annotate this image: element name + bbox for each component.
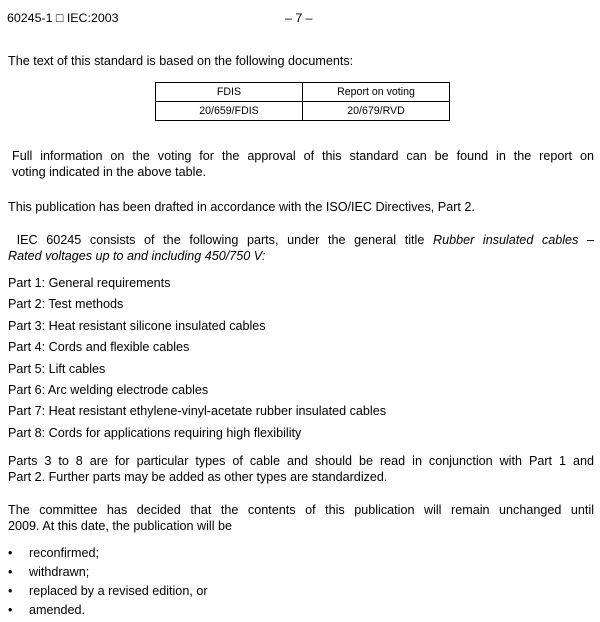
committee-paragraph — [8, 503, 594, 534]
table-row — [156, 102, 450, 121]
list-item: Part 5: Lift cables — [8, 361, 106, 376]
parts-list — [8, 276, 386, 447]
paragraph-line: Parts 3 to 8 are for particular types of cable and should be read in conjunction with Part 1 and — [8, 454, 594, 468]
general-title-part2: Rated voltages up to and including 450/750 V: — [8, 248, 266, 263]
outcome-bullet-list — [8, 546, 208, 622]
list-item: Part 1: General requirements — [8, 276, 171, 290]
table-header-report: Report on voting — [303, 83, 450, 102]
paragraph-line — [8, 249, 594, 265]
table-header-fdis: FDIS — [156, 83, 303, 102]
general-title-part1: Rubber insulated cables – — [432, 233, 594, 247]
table-header-row — [156, 83, 450, 102]
paragraph-line: Full information on the voting for the approval of this standard can be found in the report on — [12, 149, 594, 163]
page-number: – 7 – — [285, 11, 313, 25]
table-cell-fdis: 20/659/FDIS — [156, 102, 303, 121]
document-id: 60245-1 □ IEC:2003 — [7, 11, 119, 25]
documents-table — [155, 82, 450, 121]
list-item: Part 8: Cords for applications requiring high flexibility — [8, 425, 302, 440]
paragraph-line: 2009. At this date, the publication will be — [8, 518, 233, 533]
list-item-text: replaced by a revised edition, or — [29, 584, 208, 598]
bullet-icon: • — [8, 603, 13, 617]
iec-intro-text: IEC 60245 consists of the following parts, under the general title — [16, 233, 433, 247]
list-item — [8, 584, 208, 603]
list-item: Part 6: Arc welding electrode cables — [8, 382, 209, 397]
list-item: Part 3: Heat resistant silicone insulated cables — [8, 318, 266, 333]
list-item: Part 7: Heat resistant ethylene-vinyl-acetate rubber insulated cables — [8, 404, 387, 419]
paragraph-line: This publication has been drafted in accordance with the ISO/IEC Directives, Part 2. — [8, 200, 475, 214]
bullet-icon: • — [8, 546, 13, 560]
parts-usage-paragraph — [8, 454, 594, 485]
list-item: Part 4: Cords and flexible cables — [8, 340, 190, 355]
list-item — [8, 603, 208, 622]
list-item — [8, 546, 208, 565]
list-item-text: withdrawn; — [29, 565, 90, 579]
intro-text: The text of this standard is based on the following documents: — [8, 54, 354, 68]
list-item-text: amended. — [29, 603, 86, 617]
table-cell-rvd: 20/679/RVD — [303, 102, 450, 121]
paragraph-line: Part 2. Further parts may be added as other types are standardized. — [8, 469, 388, 484]
paragraph-line — [8, 233, 594, 249]
bullet-icon: • — [8, 565, 13, 579]
list-item: Part 2: Test methods — [8, 297, 124, 312]
list-item — [8, 565, 208, 584]
bullet-icon: • — [8, 584, 13, 598]
paragraph-line: The committee has decided that the contents of this publication will remain unchanged until — [8, 503, 594, 517]
drafted-paragraph — [8, 200, 594, 216]
paragraph-line: voting indicated in the above table. — [12, 164, 206, 179]
voting-paragraph — [12, 149, 594, 180]
iec-parts-paragraph — [8, 233, 594, 264]
list-item-text: reconfirmed; — [29, 546, 99, 560]
